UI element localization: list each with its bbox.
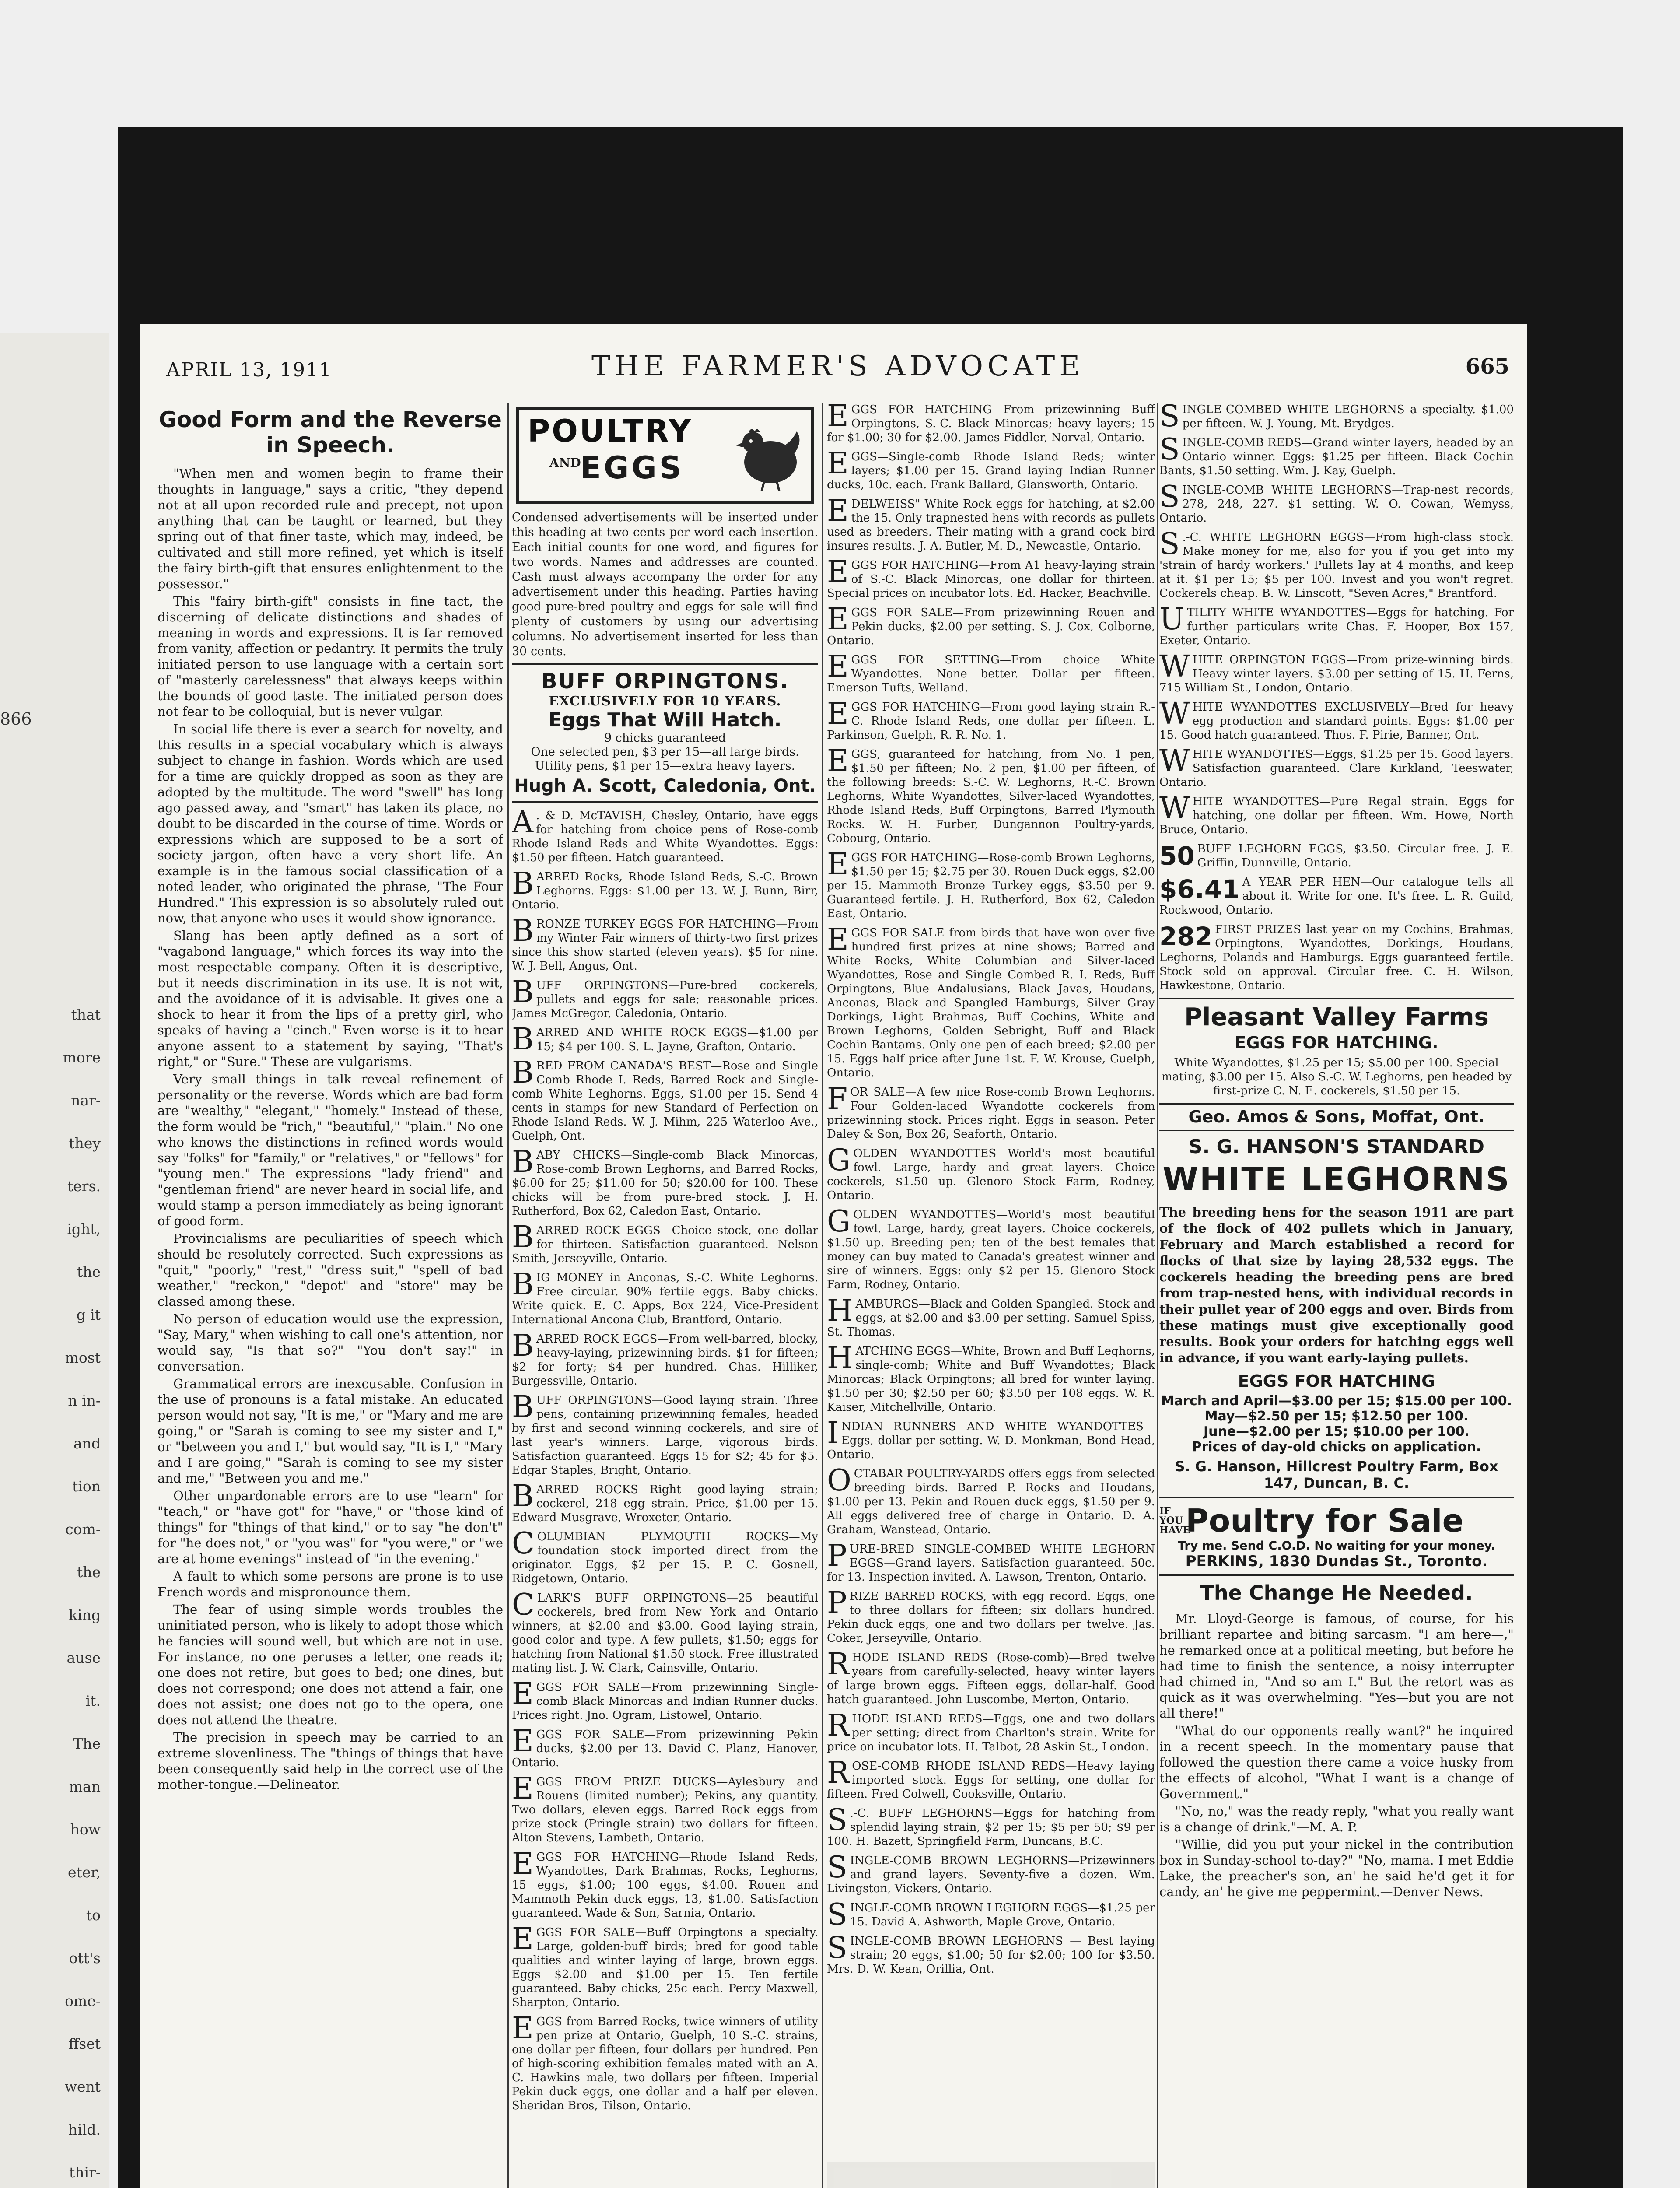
classified-ad bbox=[827, 1294, 1155, 1339]
essay-paragraph: This "fairy birth-gift" consists in fine tact, the discerning of delicate distinctions and shades of meaning in words and expressions. It is far removed from vanity, affection or pedantry. It permits the truly initiated person to use language with a certain sort of "masterly carelessness" that always keeps within the bounds of good taste. The initiated person does not fear to be colloquial, but is never vulgar. bbox=[158, 594, 503, 719]
page-header bbox=[153, 350, 1522, 385]
previous-page-line-ending: eter, bbox=[68, 1864, 101, 1881]
drop-initial: E bbox=[512, 1724, 534, 1759]
drop-initial: E bbox=[827, 744, 849, 778]
classified-ad-text: HITE WYANDOTTES EXCLUSIVELY—Bred for heavy egg production and standard points. Eggs: $1.00 per 15. Good hatch guaranteed. Thos. F. Pirie, Banner, Ont. bbox=[1159, 701, 1514, 742]
previous-page-line-ending: it. bbox=[85, 1692, 101, 1709]
drop-initial: B bbox=[512, 1267, 534, 1302]
drop-initial: E bbox=[512, 1677, 534, 1711]
drop-initial: E bbox=[512, 1847, 534, 1881]
classified-ad-text: GGS FOR HATCHING—Rose-comb Brown Leghorns, $1.50 per 15; $2.75 per 30. Rouen Duck eggs, $2.00 per 15. Mammoth Bronze Turkey eggs, $3.50 per 9. Guaranteed fertile. J. H. Rutherford, Box 62, Caledon East, Ontario. bbox=[827, 851, 1155, 920]
previous-page-line-ending: went bbox=[64, 2078, 101, 2095]
drop-initial: W bbox=[1159, 791, 1190, 826]
classified-ad bbox=[827, 446, 1155, 492]
classified-ad-text: INGLE-COMB BROWN LEGHORNS—Prizewinners and grand layers. Seventy-five a dozen. Wm. Livingston, Vickers, Ontario. bbox=[827, 1854, 1155, 1895]
column-essay bbox=[158, 403, 503, 2188]
publication-title: THE FARMER'S ADVOCATE bbox=[591, 350, 1085, 382]
drop-initial: B bbox=[512, 975, 534, 1010]
poultry-for-sale-line: Try me. Send C.O.D. No waiting for your money. bbox=[1177, 1539, 1496, 1553]
drop-initial: W bbox=[1159, 697, 1190, 731]
drop-initial: R bbox=[827, 1756, 850, 1790]
classified-list bbox=[827, 403, 1155, 1976]
classified-ad-text: GGS from Barred Rocks, twice winners of utility pen prize at Ontario, Guelph, 10 S.-C. strains, one dollar per fifteen, four dollars per hundred. Pen of high-scoring exhibition females mated with an A. C. Hawkins male, two dollars per fifteen. Imperial Pekin duck eggs, one dollar and a half per eleven. Sheridan Bros, Tilson, Ontario. bbox=[512, 2015, 818, 2112]
essay-paragraph: Grammatical errors are inexcusable. Confusion in the use of pronouns is a fatal mistake. An educated person would not say, "It is me," or "Mary and me are going," or "Sarah is coming to see my sister and I," or "between you and I," but would say, "It is I," "Mary and I are going," "Sarah is coming to see my sister and me," "Between you and me." bbox=[158, 1376, 503, 1486]
drop-initial: C bbox=[512, 1588, 535, 1622]
classified-ad-text: OLDEN WYANDOTTES—World's most beautiful fowl. Large, hardy, great layers. Choice cockerels, $1.50 up. Breeding pen; ten of the best females that money can buy mated to Canada's greatest winner and sire of winners. Eggs: only $2 per 15. Glenoro Stock Farm, Rodney, Ontario. bbox=[827, 1208, 1155, 1291]
classified-ad-text: GGS FOR SALE—From prizewinning Pekin ducks, $2.00 per 13. David C. Planz, Hanover, Ontario. bbox=[512, 1728, 818, 1769]
previous-page-line-ending: com- bbox=[65, 1521, 101, 1538]
classified-ad bbox=[512, 1267, 818, 1327]
classified-ad-text: OLDEN WYANDOTTES—World's most beautiful fowl. Large, hardy and great layers. Choice cockerels, $1.50 up. Glenoro Stock Farm, Rodney, Ontario. bbox=[827, 1147, 1155, 1202]
previous-page-line-ending: ight, bbox=[67, 1220, 101, 1238]
previous-page-line-ending: hild. bbox=[68, 2121, 101, 2138]
drop-initial: B bbox=[512, 866, 534, 901]
hanson-advertiser: S. G. Hanson, Hillcrest Poultry Farm, Box 147, Duncan, B. C. bbox=[1175, 1458, 1498, 1491]
drop-initial: H bbox=[827, 1294, 853, 1328]
classified-ad-text: . & D. McTAVISH, Chesley, Ontario, have eggs for hatching from choice pens of Rose-comb Rhode Island Reds and White Wyandottes. Eggs: $1.50 per fifteen. Hatch guaranteed. bbox=[512, 809, 818, 864]
drop-initial: G bbox=[827, 1204, 851, 1239]
classified-ad bbox=[512, 1526, 818, 1586]
classified-ad bbox=[1159, 744, 1514, 789]
classified-ad-text: UFF ORPINGTONS—Good laying strain. Three pens, containing prizewinning females, headed by first and second winning cockerels, and sire of last year's winners. Large, vigorous birds. Satisfaction guaranteed. Eggs 15 for $2; 45 for $5. Edgar Staples, Bright, Ontario. bbox=[512, 1394, 818, 1477]
classified-ad-text: GGS FOR SALE—Buff Orpingtons a specialty. Large, golden-buff birds; bred for good table qualities and winter laying of large, brown eggs. Eggs $2.00 and $1.00 per 15. Ten fertile guaranteed. Baby chicks, 25c each. Percy Maxwell, Sharpton, Ontario. bbox=[512, 1926, 818, 2009]
drop-initial: B bbox=[512, 1329, 534, 1363]
essay-paragraph: Very small things in talk reveal refinement of personality or the reverse. Words which are bad form are "wealthy," "elegant," "homely." Instead of these, the form would be "rich," "beautiful," "plain." No one who knows the distinctions in refined words would say "folks" for "family," or "relatives," or "fellows" for "young men." The expressions "lady friend" and "gentleman friend" are never heard in social life, and would stamp a person immediately as being ignorant of good form. bbox=[158, 1072, 503, 1228]
essay-paragraph: Other unpardonable errors are to use "learn" for "teach," or "have got" for "have," or "those kind of things" for "things of that kind," or to say "he don't" for "he does not," or "you was" for "you were," or "we are at home evenings" instead of "in the evening." bbox=[158, 1488, 503, 1566]
classified-ad-text: ABY CHICKS—Single-comb Black Minorcas, Rose-comb Brown Leghorns, and Barred Rocks, $6.00 for 25; $11.00 for 50; $20.00 for 100. These chicks will be from pure-bred stock. J. H. Rutherford, Box 62, Caledon East, Ontario. bbox=[512, 1149, 818, 1218]
buff-orpingtons-ad bbox=[512, 663, 818, 803]
essay-body bbox=[158, 466, 503, 1792]
drop-initial: E bbox=[827, 602, 849, 637]
classified-ad-text: GGS FOR SALE from birds that have won over five hundred first prizes at nine shows; Barred and White Rocks, White Columbian and Silver-laced Wyandottes, Rose and Single Combed R. I. Reds, Buff Orpingtons, Blue Andalusians, Black Javas, Houdans, Anconas, Black and Spangled Hamburgs, Silver Gray Dorkings, Light Brahmas, Buff Cochins, White and Brown Leghorns, Golden Sebright, Buff and Black Cochin Bantams. Only one pen of each breed; $2.00 per 15. Eggs half price after June 1st. F. W. Krouse, Guelph, Ontario. bbox=[827, 926, 1155, 1080]
hanson-top: S. G. HANSON'S STANDARD bbox=[1188, 1136, 1485, 1158]
anecdote-paragraph: Mr. Lloyd-George is famous, of course, for his brilliant repartee and biting sarcasm. "I am here—," he remarked once at a political meeting, but before he had time to finish the sentence, a noisy interrupter had chimed in, "And so am I." But the retort was as quick as it was overwhelming. "Yes—but you are not all there!" bbox=[1159, 1611, 1514, 1721]
column-rule bbox=[822, 403, 823, 2188]
classified-ad-text: ARRED Rocks, Rhode Island Reds, S.-C. Brown Leghorns. Eggs: $1.00 per 13. W. J. Bunn, Birr, Ontario. bbox=[512, 870, 818, 912]
classified-ad-text: .-C. WHITE LEGHORN EGGS—From high-class stock. Make money for me, also for you if you get into my 'strain of hardy workers.' Pullets lay at 4 months, and keep at it. $1 per 15; $5 per 100. Invest and you won't regret. Cockerels cheap. B. W. Linscott, "Seven Acres," Brantford. bbox=[1159, 531, 1514, 600]
print-fade bbox=[827, 2162, 1155, 2188]
classified-ad bbox=[827, 403, 1155, 445]
pleasant-valley-sub: EGGS FOR HATCHING. bbox=[1235, 1033, 1438, 1052]
drop-initial: W bbox=[1159, 649, 1190, 684]
classified-ad-text: .-C. BUFF LEGHORNS—Eggs for hatching from splendid laying strain, $2 per 15; $5 per 50; $9 per 100. H. Bazett, Springfield Farm, Duncans, B.C. bbox=[827, 1807, 1155, 1848]
previous-page-line-ending: that bbox=[71, 1006, 101, 1023]
drop-initial: C bbox=[512, 1526, 535, 1561]
drop-initial: E bbox=[827, 697, 849, 731]
classified-ad bbox=[512, 1479, 818, 1525]
drop-initial: G bbox=[827, 1143, 851, 1178]
classified-ad bbox=[827, 1850, 1155, 1896]
drop-initial: E bbox=[827, 403, 849, 434]
drop-initial: W bbox=[1159, 744, 1190, 778]
essay-heading: Good Form and the Reverse in Speech. bbox=[158, 407, 502, 458]
previous-page-line-ending: king bbox=[69, 1606, 101, 1623]
classified-ad-text: HITE ORPINGTON EGGS—From prize-winning birds. Heavy winter layers. $3.00 per setting of 15. H. Ferns, 715 William St., London, Ontario. bbox=[1159, 653, 1514, 694]
drop-initial: B bbox=[512, 1390, 534, 1424]
previous-page-line-ending: to bbox=[86, 1907, 101, 1924]
drop-initial: S bbox=[1159, 432, 1180, 467]
drop-initial: B bbox=[512, 914, 534, 948]
previous-page-line-ending: the bbox=[77, 1263, 101, 1280]
drop-initial: S bbox=[827, 1931, 847, 1965]
classified-ad-text: GGS FOR SALE—From prizewinning Single-comb Black Minorcas and Indian Runner ducks. Prices right. Jno. Ogram, Listowel, Ontario. bbox=[512, 1681, 818, 1722]
classified-ad bbox=[827, 1539, 1155, 1584]
classified-ad bbox=[827, 1204, 1155, 1292]
classified-ad bbox=[1159, 791, 1514, 837]
classified-ad-text: ARRED ROCK EGGS—Choice stock, one dollar for thirteen. Satisfaction guaranteed. Nelson Smith, Jerseyville, Ontario. bbox=[512, 1224, 818, 1265]
classified-ad bbox=[827, 1416, 1155, 1462]
classified-ad-text: GGS FOR HATCHING—Rhode Island Reds, Wyandottes, Dark Brahmas, Rocks, Leghorns, 15 eggs, $1.00; 100 eggs, $4.00. Rouen and Mammoth Pekin duck eggs, 13, $1.00. Satisfaction guaranteed. Wade & Son, Sarnia, Ontario. bbox=[512, 1851, 818, 1920]
buff-ad-detail: One selected pen, $3 per 15—all large birds. Utility pens, $1 per 15—extra heavy layers. bbox=[531, 745, 799, 773]
hanson-eggs-heading: EGGS FOR HATCHING bbox=[1238, 1371, 1435, 1391]
essay-paragraph: No person of education would use the expression, "Say, Mary," when wishing to call one's attention, nor would say, "Is that so?" "You don't say!" in conversation. bbox=[158, 1311, 503, 1374]
classified-ad-text: UFF ORPINGTONS—Pure-bred cockerels, pullets and eggs for sale; reasonable prices. James McGregor, Caledonia, Ontario. bbox=[512, 979, 818, 1020]
classified-ad bbox=[512, 1022, 818, 1057]
previous-page-line-ending: more bbox=[63, 1049, 101, 1066]
classified-ad bbox=[512, 1145, 818, 1218]
drop-initial: E bbox=[827, 847, 849, 882]
classified-ad-text: INGLE-COMB REDS—Grand winter layers, headed by an Ontario winner. Eggs: $1.25 per fifteen. Black Cochin Bants, $1.50 setting. Wm. J. Kay, Guelph. bbox=[1159, 436, 1514, 477]
buff-ad-note: 9 chicks guaranteed bbox=[604, 731, 726, 745]
newspaper-page bbox=[140, 324, 1527, 2188]
hanson-price-line: March and April—$3.00 per 15; $15.00 per 100. bbox=[1161, 1393, 1512, 1409]
classified-ad bbox=[827, 697, 1155, 742]
drop-initial: U bbox=[1159, 602, 1185, 637]
classified-ad-text: OR SALE—A few nice Rose-comb Brown Leghorns. Four Golden-laced Wyandotte cockerels from prizewinning stock. Prices right. Eggs in season. Peter Daley & Son, Box 26, Seaforth, Ontario. bbox=[827, 1086, 1155, 1141]
classified-ad-text: AMBURGS—Black and Golden Spangled. Stock and eggs, at $2.00 and $3.00 per setting. Samuel Spiss, St. Thomas. bbox=[827, 1297, 1155, 1339]
drop-initial: S bbox=[827, 1850, 847, 1885]
page-number: 665 bbox=[1465, 354, 1509, 379]
classified-ad bbox=[827, 1586, 1155, 1645]
classified-ad-text: HODE ISLAND REDS—Eggs, one and two dollars per setting; direct from Charlton's strain. Write for price on incubator lots. H. Talbot, 28 Askin St., London. bbox=[827, 1712, 1155, 1753]
classified-ad bbox=[827, 1708, 1155, 1754]
poultry-for-sale-advertiser: PERKINS, 1830 Dundas St., Toronto. bbox=[1185, 1553, 1488, 1570]
column-rule bbox=[508, 403, 509, 2188]
classified-ad bbox=[512, 1847, 818, 1920]
previous-page-line-ending: they bbox=[69, 1135, 101, 1152]
drop-initial: B bbox=[512, 1022, 534, 1057]
classified-ad bbox=[827, 1897, 1155, 1932]
classified-ad-text: INGLE-COMB BROWN LEGHORNS — Best laying strain; 20 eggs, $1.00; 50 for $2.00; 100 for $3.50. Mrs. D. W. Kean, Orillia, Ont. bbox=[827, 1935, 1155, 1976]
classified-ad bbox=[512, 1771, 818, 1845]
classified-ad bbox=[512, 914, 818, 973]
classified-ad-text: FIRST PRIZES last year on my Cochins, Brahmas, Orpingtons, Wyandottes, Dorkings, Houdans, Leghorns, Polands and Hamburgs. Eggs guaranteed fertile. Stock sold on approval. Circular free. C. H. Wilson, Hawkestone, Ontario. bbox=[1159, 923, 1514, 992]
classified-ad bbox=[512, 2011, 818, 2113]
poultry-for-sale-title: Poultry for Sale bbox=[1186, 1502, 1464, 1539]
hanson-title: WHITE LEGHORNS bbox=[1162, 1161, 1511, 1198]
drop-initial: E bbox=[827, 649, 849, 684]
anecdote-paragraph: "Willie, did you put your nickel in the contribution box in Sunday-school to-day?" "No, mama. I met Eddie Lake, the preacher's son, an' he said he'd get it for candy, an' he give me peppermint.—Denver News. bbox=[1159, 1837, 1514, 1899]
drop-initial: B bbox=[512, 1479, 534, 1514]
classified-ad bbox=[1159, 602, 1514, 648]
pleasant-valley-advertiser: Geo. Amos & Sons, Moffat, Ont. bbox=[1159, 1103, 1514, 1126]
classified-ad-text: GGS FOR HATCHING—From A1 heavy-laying strain of S.-C. Black Minorcas, one dollar for thirteen. Special prices on incubator lots. Ed. Hacker, Beachville. bbox=[827, 559, 1155, 600]
drop-initial: B bbox=[512, 1145, 534, 1179]
classified-ad-text: OSE-COMB RHODE ISLAND REDS—Heavy laying imported stock. Eggs for setting, one dollar for fifteen. Fred Colwell, Cooksville, Ontario. bbox=[827, 1760, 1155, 1801]
drop-initial: B bbox=[512, 1220, 534, 1255]
essay-paragraph: In social life there is ever a search for novelty, and this results in a special vocabulary which is always subject to change in fashion. Words which are used for a time are quickly dropped as soon as they are adopted by the multitude. The word "swell" has long ago passed away, and "smart" has taken its place, no doubt to be discarded in the course of time. Words or expressions which are supposed to be a sort of society jargon, often have a very short life. An example is in the famous social classification of a noted leader, who originated the phrase, "The Four Hundred." This expression is so absolutely ruled out now, that anyone who uses it would show ignorance. bbox=[158, 722, 503, 926]
drop-initial: P bbox=[827, 1539, 847, 1573]
classified-ad bbox=[827, 1647, 1155, 1707]
previous-page-line-ending: tion bbox=[72, 1478, 101, 1495]
hanson-price-line: May—$2.50 per 15; $12.50 per 100. bbox=[1204, 1409, 1469, 1424]
previous-page-line-ending: how bbox=[70, 1821, 101, 1838]
classified-ad-text: RONZE TURKEY EGGS FOR HATCHING—From my Winter Fair winners of thirty-two first prizes since this show started (eleven years). $5 for nine. W. J. Bell, Angus, Ont. bbox=[512, 918, 818, 973]
drop-initial: I bbox=[827, 1416, 839, 1451]
previous-page-line-ending: ome- bbox=[65, 1992, 101, 2009]
classified-ad bbox=[512, 1724, 818, 1770]
if-you-have: IF YOU HAVE bbox=[1159, 1505, 1190, 1536]
drop-initial: E bbox=[827, 446, 849, 481]
essay-paragraph: "When men and women begin to frame their thoughts in language," says a critic, "they depend not at all upon recorded rule and precept, not upon anything that can be taught or learned, but they spring out of that finer taste, which may, indeed, be cultivated and still more refined, yet which is itself the fairy birth-gift that ensures enlightenment to the possessor." bbox=[158, 466, 503, 591]
previous-page-line-ending: the bbox=[77, 1564, 101, 1581]
classified-ad bbox=[827, 1463, 1155, 1537]
classified-list bbox=[1159, 403, 1514, 992]
column-rule bbox=[1157, 403, 1158, 2188]
previous-page-line-ending: ause bbox=[66, 1649, 101, 1666]
classified-ad-text: INGLE-COMBED WHITE LEGHORNS a specialty. $1.00 per fifteen. W. J. Young, Mt. Brydges. bbox=[1182, 403, 1514, 430]
classified-ad bbox=[827, 1341, 1155, 1414]
pleasant-valley-text: White Wyandottes, $1.25 per 15; $5.00 per 100. Special mating, $3.00 per 15. Also S.-C. W. Leghorns, pen headed by first-prize C. N. E. cockerels, $1.50 per 15. bbox=[1161, 1056, 1512, 1098]
classified-list bbox=[512, 805, 818, 2113]
column-poultry-ads bbox=[512, 403, 818, 2188]
drop-initial: S bbox=[1159, 480, 1180, 514]
buff-ad-title: BUFF ORPINGTONS. bbox=[541, 669, 789, 694]
drop-initial: S bbox=[1159, 403, 1180, 434]
anecdote-heading: The Change He Needed. bbox=[1200, 1581, 1473, 1605]
classified-ad bbox=[512, 805, 818, 865]
drop-initial: F bbox=[827, 1082, 848, 1116]
classified-ad bbox=[827, 1082, 1155, 1141]
previous-page-line-ending: ott's bbox=[69, 1950, 101, 1967]
classified-ad bbox=[827, 1803, 1155, 1848]
previous-page-line-ending: g it bbox=[76, 1306, 101, 1323]
classified-ad bbox=[1159, 649, 1514, 695]
drop-initial: S bbox=[1159, 527, 1180, 561]
classified-ad-text: GGS FOR SETTING—From choice White Wyandottes. None better. Dollar per fifteen. Emerson Tufts, Welland. bbox=[827, 653, 1155, 694]
buff-ad-advertiser: Hugh A. Scott, Caledonia, Ont. bbox=[514, 776, 816, 796]
drop-initial: E bbox=[512, 2011, 534, 2046]
classified-ad bbox=[827, 1931, 1155, 1976]
hanson-price-list bbox=[1159, 1393, 1514, 1455]
logo-word-and: AND bbox=[550, 456, 581, 470]
classified-ad-text: LARK'S BUFF ORPINGTONS—25 beautiful cockerels, bred from New York and Ontario winners, at $2.00 and $3.00. Good laying strain, good color and type. A few pullets, $1.50; eggs for hatching from National $1.50 stock. Free illustrated mating list. J. W. Clark, Cainsville, Ontario. bbox=[512, 1592, 818, 1675]
classified-ad bbox=[512, 1329, 818, 1388]
classified-ad bbox=[827, 555, 1155, 600]
classified-ad bbox=[512, 1220, 818, 1266]
classified-ad-text: HITE WYANDOTTES—Eggs, $1.25 per 15. Good layers. Satisfaction guaranteed. Clare Kirkland, Teeswater, Ontario. bbox=[1159, 748, 1514, 789]
drop-initial: E bbox=[512, 1771, 534, 1806]
classified-ad bbox=[512, 1922, 818, 2009]
logo-word-poultry: POULTRY bbox=[528, 413, 693, 449]
classified-ad-text: GGS FOR HATCHING—From good laying strain R.-C. Rhode Island Reds, one dollar per fifteen. L. Parkinson, Guelph, R. R. No. 1. bbox=[827, 701, 1155, 742]
pleasant-valley-title: Pleasant Valley Farms bbox=[1184, 1003, 1489, 1031]
classified-ad-text: BUFF LEGHORN EGGS, $3.50. Circular free. J. E. Griffin, Dunnville, Ontario. bbox=[1197, 842, 1514, 870]
anecdote-paragraph: "What do our opponents really want?" he inquired in a recent speech. In the momentary pause that followed the question there came a voice husky from the effects of alcohol, "What I want is a change of Government." bbox=[1159, 1723, 1514, 1801]
buff-ad-headline: Eggs That Will Hatch. bbox=[548, 709, 782, 731]
previous-page-strip bbox=[0, 333, 109, 2188]
classified-ad-text: ARRED ROCKS—Right good-laying strain; cockerel, 218 egg strain. Price, $1.00 per 15. Edward Musgrave, Wroxeter, Ontario. bbox=[512, 1483, 818, 1524]
drop-initial: R bbox=[827, 1647, 850, 1682]
classified-ad-text: IG MONEY in Anconas, S.-C. White Leghorns. Free circular. 90% fertile eggs. Baby chicks. Write quick. E. C. Apps, Box 224, Vice-President International Ancona Club, Brantford, Ontario. bbox=[512, 1271, 818, 1326]
buff-ad-sub: EXCLUSIVELY FOR 10 YEARS. bbox=[549, 694, 781, 709]
classified-ad bbox=[1159, 527, 1514, 600]
classified-ad-text: TILITY WHITE WYANDOTTES—Eggs for hatching. For further particulars write Chas. F. Hooper, Box 157, Exeter, Ontario. bbox=[1159, 606, 1514, 647]
drop-initial: E bbox=[827, 494, 849, 528]
classified-ad bbox=[1159, 922, 1514, 992]
previous-page-line-ending: n in- bbox=[68, 1392, 101, 1409]
classified-ad bbox=[512, 866, 818, 912]
classified-ad-text: CTABAR POULTRY-YARDS offers eggs from selected breeding birds. Barred P. Rocks and Houdans, $1.00 per 13. Pekin and Rouen duck eggs, $1.50 per 9. All eggs delivered free of charge in Ontario. D. A. Graham, Wanstead, Ontario. bbox=[827, 1467, 1155, 1536]
essay-paragraph: Slang has been aptly defined as a sort of "vagabond language," which forces its way into the most respectable company. Often it is descriptive, but it needs discrimination in its use. It is not wit, and the avoidance of it is advisable. It gives one a shock to hear it from the lips of a pretty girl, who speaks of having a "cinch." Even worse is it to hear anyone assent to a statement by saying, "That's right," or "Sure." These are vulgarisms. bbox=[158, 928, 503, 1069]
previous-page-line-ending: nar- bbox=[71, 1092, 101, 1109]
hanson-price-line: Prices of day-old chicks on application. bbox=[1192, 1439, 1481, 1455]
hanson-text: The breeding hens for the season 1911 are part of the flock of 402 pullets which in January, February and March established a record for flocks of that size by laying 28,532 eggs. The cockerels heading the breeding pens are bred from trap-nested hens, with individual records in their pullet year of 200 eggs and over. Birds from these matings must give exceptionally good results. Book your orders for hatching eggs well in advance, if you want early-laying pullets. bbox=[1159, 1205, 1514, 1365]
previous-page-line-ending: ters. bbox=[67, 1178, 101, 1195]
essay-paragraph: The precision in speech may be carried to an extreme slovenliness. The "things of things that have been consequently said help in the correct use of the mother-tongue.—Delineator. bbox=[158, 1730, 503, 1792]
previous-page-line-ending: and bbox=[73, 1435, 101, 1452]
anecdote-paragraph: "No, no," was the ready reply, "what you really want is a change of drink."—M. A. P. bbox=[1159, 1804, 1514, 1834]
classified-ad-text: A YEAR PER HEN—Our catalogue tells all about it. Write for one. It's free. L. R. Guild, Rockwood, Ontario. bbox=[1159, 876, 1514, 917]
classified-ad bbox=[1159, 432, 1514, 478]
drop-initial: S bbox=[827, 1803, 847, 1837]
classified-ad-text: GGS FOR SALE—From prizewinning Rouen and Pekin ducks, $2.00 per setting. S. J. Cox, Colborne, Ontario. bbox=[827, 606, 1155, 647]
previous-page-line-ending: The bbox=[73, 1735, 101, 1752]
column-classifieds-and-display-ads bbox=[1159, 403, 1514, 2188]
classified-ad bbox=[512, 975, 818, 1020]
drop-initial: O bbox=[827, 1463, 851, 1498]
classified-ad-text: GGS, guaranteed for hatching, from No. 1 pen, $1.50 per fifteen; No. 2 pen, $1.00 per fifteen, of the following breeds: S.-C. W. Leghorns, R.-C. Brown Leghorns, White Wyandottes, Silver-laced Wyandottes, Rhode Island Reds, Buff Orpingtons, Barred Plymouth Rocks. W. H. Furber, Dungannon Poultry-yards, Cobourg, Ontario. bbox=[827, 748, 1155, 845]
essay-paragraph: A fault to which some persons are prone is to use French words and mispronounce them. bbox=[158, 1569, 503, 1599]
classified-ad bbox=[827, 602, 1155, 648]
classified-ad bbox=[1159, 842, 1514, 870]
classified-ad-text: GGS—Single-comb Rhode Island Reds; winter layers; $1.00 per 15. Grand laying Indian Runner ducks, 10c. each. Frank Ballard, Glansworth, Ontario. bbox=[827, 450, 1155, 491]
drop-initial: $6.41 bbox=[1159, 874, 1240, 904]
classified-ad bbox=[512, 1055, 818, 1143]
drop-initial: R bbox=[827, 1708, 850, 1743]
classified-ad-text: ARRED ROCK EGGS—From well-barred, blocky, heavy-laying, prizewinning birds. $1 for fifteen; $2 for forty; $4 per hundred. Chas. Hilliker, Burgessville, Ontario. bbox=[512, 1332, 818, 1388]
classified-ad-text: GGS FOR HATCHING—From prizewinning Buff Orpingtons, S.-C. Black Minorcas; heavy layers; 15 for $1.00; 30 for $2.00. James Fiddler, Norval, Ontario. bbox=[827, 403, 1155, 444]
classified-ad-text: HODE ISLAND REDS (Rose-comb)—Bred twelve years from carefully-selected, heavy winter layers of large brown eggs. Fifteen eggs, dollar-half. Good hatch guaranteed. John Luscombe, Merton, Ontario. bbox=[827, 1651, 1155, 1706]
classified-ad bbox=[827, 922, 1155, 1080]
drop-initial: B bbox=[512, 1055, 534, 1090]
classified-ad bbox=[512, 1588, 818, 1675]
classified-ad-text: ATCHING EGGS—White, Brown and Buff Leghorns, single-comb; White and Buff Wyandottes; Black Minorcas; Black Orpingtons; all bred for winter laying. $1.50 per 30; $2.50 per 60; $3.50 per 108 eggs. W. R. Kaiser, Mitchellville, Ontario. bbox=[827, 1345, 1155, 1414]
essay-paragraph: The fear of using simple words troubles the uninitiated person, who is likely to adopt those which he fancies will sound well, but which are not in use. For instance, no one peruses a letter, one reads it; one does not retire, but goes to bed; one dines, but does not correspond; one does not attend a fair, one does not assist; one does not go to the opera, one does not attend the theatre. bbox=[158, 1602, 503, 1727]
classified-ad bbox=[827, 649, 1155, 695]
drop-initial: P bbox=[827, 1586, 847, 1620]
previous-page-line-ending: ffset bbox=[68, 2035, 101, 2052]
classified-ad-text: GGS FROM PRIZE DUCKS—Aylesbury and Rouens (limited number); Pekins, any quantity. Two dollars, eleven eggs. Barred Rock eggs from prize stock (Pringle strain) two dollars for fifteen. Alton Stevens, Lambeth, Ontario. bbox=[512, 1775, 818, 1844]
poultry-and-eggs-logo bbox=[516, 407, 814, 504]
hen-icon bbox=[733, 418, 803, 493]
drop-initial: A bbox=[512, 805, 534, 840]
hanson-price-line: June—$2.00 per 15; $10.00 per 100. bbox=[1203, 1424, 1470, 1439]
previous-page-number: 866 bbox=[0, 709, 32, 729]
classified-ad bbox=[512, 1677, 818, 1722]
classified-intro: Condensed advertisements will be inserted under this heading at two cents per word each insertion. Each initial counts for one word, and figures for two words. Names and addresses are counted. Cash must always accompany the order for any advertisement under this heading. Parties having good pure-bred poultry and eggs for sale will find plenty of customers by using our advertising columns. No advertisement inserted for less than 30 cents. bbox=[512, 511, 818, 658]
drop-initial: E bbox=[827, 922, 849, 957]
classified-ad-text: HITE WYANDOTTES—Pure Regal strain. Eggs for hatching, one dollar per fifteen. Wm. Howe, North Bruce, Ontario. bbox=[1159, 795, 1514, 836]
classified-ad bbox=[1159, 875, 1514, 917]
classified-ad bbox=[827, 744, 1155, 845]
classified-ad bbox=[512, 1390, 818, 1477]
poultry-for-sale-ad bbox=[1159, 1497, 1514, 1576]
anecdote-body bbox=[1159, 1611, 1514, 1900]
classified-ad bbox=[827, 1756, 1155, 1801]
classified-ad bbox=[827, 847, 1155, 921]
classified-ad bbox=[1159, 480, 1514, 525]
column-classifieds bbox=[827, 403, 1155, 2188]
previous-page-line-ending: man bbox=[69, 1778, 101, 1795]
drop-initial: E bbox=[827, 555, 849, 589]
classified-ad bbox=[827, 494, 1155, 553]
issue-date: APRIL 13, 1911 bbox=[166, 359, 332, 381]
classified-ad-text: INGLE-COMB BROWN LEGHORN EGGS—$1.25 per 15. David A. Ashworth, Maple Grove, Ontario. bbox=[850, 1901, 1155, 1929]
classified-ad-text: ARRED AND WHITE ROCK EGGS—$1.00 per 15; $4 per 100. S. L. Jayne, Grafton, Ontario. bbox=[536, 1026, 818, 1053]
drop-initial: H bbox=[827, 1341, 853, 1375]
classified-ad bbox=[1159, 403, 1514, 434]
logo-word-eggs: EGGS bbox=[580, 450, 684, 486]
poultry-for-sale-headline bbox=[1159, 1502, 1514, 1539]
hanson-leghorns-ad bbox=[1159, 1130, 1514, 1491]
classified-ad-text: URE-BRED SINGLE-COMBED WHITE LEGHORN EGGS—Grand layers. Satisfaction guaranteed. 50c. for 13. Inspection invited. A. Lawson, Trenton, Ontario. bbox=[827, 1543, 1155, 1584]
classified-ad-text: DELWEISS" White Rock eggs for hatching, at $2.00 the 15. Only trapnested hens with records as pullets used as breeders. Their mating with a grand cock bird insures results. J. A. Butler, M. D., Newcastle, Ontario. bbox=[827, 498, 1155, 553]
previous-page-line-ending: most bbox=[65, 1349, 101, 1366]
previous-page-line-ending: thir- bbox=[69, 2164, 101, 2181]
essay-paragraph: Provincialisms are peculiarities of speech which should be resolutely corrected. Such expressions as "quit," "poorly," "rest," "dress suit," "spell of bad weather," "reckon," "depot" and "store" may be classed among these. bbox=[158, 1231, 503, 1309]
classified-ad-text: OLUMBIAN PLYMOUTH ROCKS—My foundation stock imported direct from the originator. Eggs, $2 per 15. P. C. Gosnell, Ridgetown, Ontario. bbox=[512, 1530, 818, 1585]
classified-ad bbox=[827, 1143, 1155, 1203]
classified-ad-text: RED FROM CANADA'S BEST—Rose and Single Comb Rhode I. Reds, Barred Rock and Single-comb White Leghorns. Eggs, $1.00 per 15. Send 4 cents in stamps for new Standard of Perfection on Rhode Island Reds. W. J. Mihm, 225 Waterloo Ave., Guelph, Ont. bbox=[512, 1059, 818, 1143]
classified-ad-text: NDIAN RUNNERS AND WHITE WYANDOTTES—Eggs, dollar per setting. W. D. Monkman, Bond Head, Ontario. bbox=[827, 1420, 1155, 1461]
pleasant-valley-ad bbox=[1159, 998, 1514, 1126]
drop-initial: E bbox=[512, 1922, 534, 1957]
drop-initial: 50 bbox=[1159, 841, 1195, 871]
drop-initial: S bbox=[827, 1897, 847, 1932]
classified-ad-text: RIZE BARRED ROCKS, with egg record. Eggs, one to three dollars for fifteen; six dollars hundred. Pekin duck eggs, one and two dollars per twelve. Jas. Coker, Jerseyville, Ontario. bbox=[827, 1590, 1155, 1645]
classified-ad-text: INGLE-COMB WHITE LEGHORNS—Trap-nest records, 278, 248, 227. $1 setting. W. O. Cowan, Wemyss, Ontario. bbox=[1159, 484, 1514, 525]
drop-initial: 282 bbox=[1159, 922, 1213, 951]
classified-ad bbox=[1159, 697, 1514, 742]
